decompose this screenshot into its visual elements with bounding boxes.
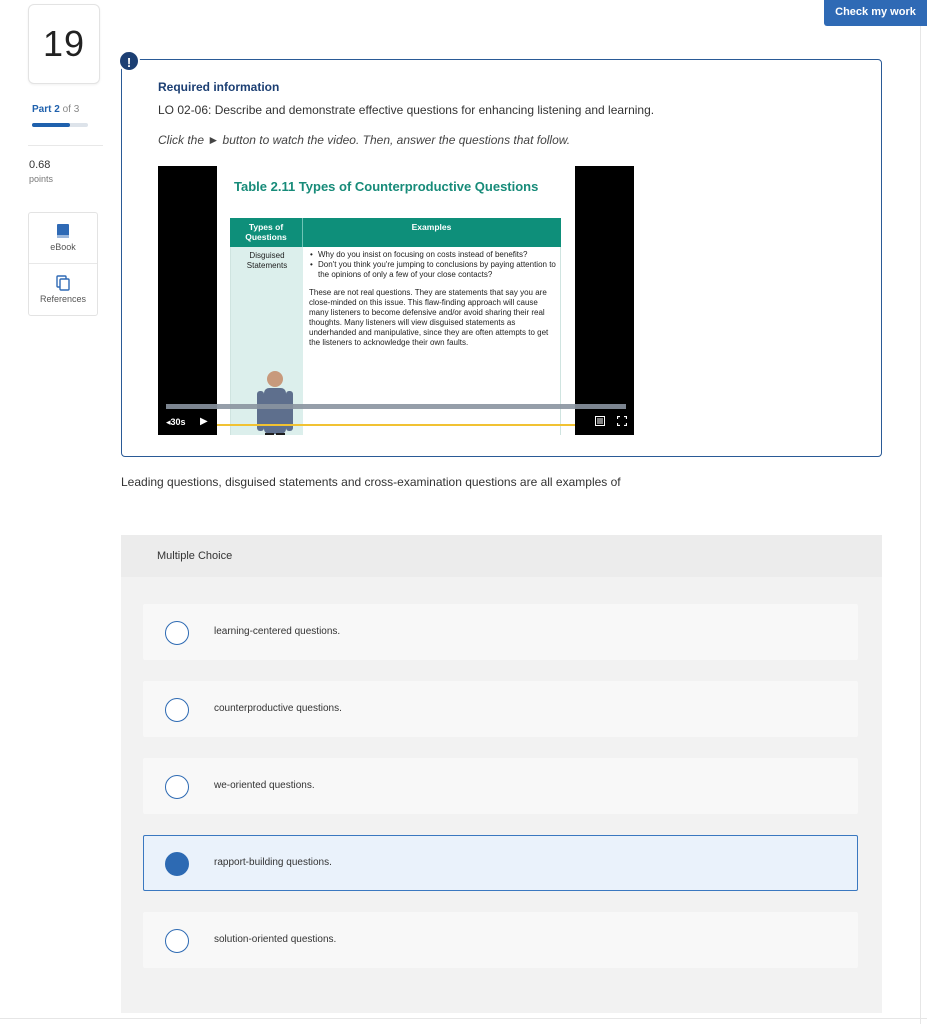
slide-bullet: • Why do you insist on focusing on costs instead of benefits?	[309, 250, 559, 260]
slide-table-header	[230, 218, 561, 247]
answer-option-label: rapport-building questions.	[214, 857, 332, 868]
radio-button[interactable]	[165, 698, 189, 722]
answer-option[interactable]	[143, 758, 858, 814]
points-value: 0.68	[29, 159, 51, 171]
slide-title: Table 2.11 Types of Counterproductive Questions	[234, 179, 539, 194]
transcript-icon[interactable]	[595, 416, 605, 426]
points-label: points	[29, 174, 54, 184]
tools-panel	[28, 212, 98, 316]
slide-bullet: • Don't you think you're jumping to conclusions by paying attention to the opinions of only a few of your close contacts?	[309, 260, 559, 280]
rewind-30s-button[interactable]: ◂30s	[166, 417, 186, 427]
learning-objective: LO 02-06: Describe and demonstrate effective questions for enhancing listening and learning.	[158, 103, 655, 117]
fullscreen-icon[interactable]	[617, 416, 627, 426]
book-icon	[56, 223, 70, 239]
part-of-label: of 3	[59, 104, 80, 115]
required-info-title: Required information	[158, 80, 280, 94]
references-label: References	[39, 294, 87, 304]
check-my-work-button[interactable]: Check my work	[824, 0, 927, 26]
part-label: Part 2	[32, 104, 60, 115]
ebook-button[interactable]	[29, 213, 97, 264]
answer-option[interactable]	[143, 835, 858, 891]
references-button[interactable]	[29, 265, 97, 316]
answer-option-label: solution-oriented questions.	[214, 934, 337, 945]
video-instruction: Click the ► button to watch the video. Then, answer the questions that follow.	[158, 133, 571, 147]
copy-icon	[56, 275, 70, 291]
part-progress-fill	[32, 123, 70, 127]
question-number: 19	[42, 23, 86, 64]
rail-divider	[28, 145, 103, 146]
slide-paragraph: These are not real questions. They are statements that say you are close-minded on this issue. This flaw-finding approach will cause many listeners to become defensive and/or avoid sharing their real thoughts. Many listeners will view disguised statements as underhanded and manipulative, since they are often attempts to get the listeners to acknowledge their own faults.	[309, 288, 549, 347]
answer-option-label: counterproductive questions.	[214, 703, 342, 714]
video-slide	[217, 166, 575, 435]
multiple-choice-label: Multiple Choice	[157, 550, 233, 562]
radio-button[interactable]	[165, 775, 189, 799]
slide-examples	[309, 250, 559, 348]
play-icon[interactable]: ▶	[200, 416, 208, 427]
slide-col-header-types: Types of Questions	[245, 222, 287, 242]
answer-option-label: we-oriented questions.	[214, 780, 315, 791]
answer-option[interactable]	[143, 681, 858, 737]
question-text: Leading questions, disguised statements and cross-examination questions are all examples of	[121, 475, 621, 489]
bottom-border	[0, 1018, 927, 1019]
radio-button[interactable]	[165, 621, 189, 645]
alert-icon: !	[118, 50, 140, 72]
slide-col-header-examples: Examples	[411, 222, 452, 232]
answer-option[interactable]	[143, 912, 858, 968]
part-progress-bar	[32, 123, 88, 127]
radio-button[interactable]	[165, 852, 189, 876]
part-indicator	[32, 104, 79, 115]
right-border	[920, 26, 921, 1024]
answer-option[interactable]	[143, 604, 858, 660]
slide-row-type: Disguised Statements	[246, 251, 288, 270]
ebook-label: eBook	[50, 242, 76, 252]
slide-accent-line	[217, 424, 575, 426]
question-number-card	[28, 4, 100, 84]
multiple-choice-panel	[121, 535, 882, 1013]
answer-option-label: learning-centered questions.	[214, 626, 341, 637]
multiple-choice-header	[121, 535, 882, 577]
video-player[interactable]	[158, 166, 634, 435]
video-progress-bar[interactable]	[166, 404, 626, 409]
radio-button[interactable]	[165, 929, 189, 953]
rewind-label: 30s	[170, 417, 186, 427]
